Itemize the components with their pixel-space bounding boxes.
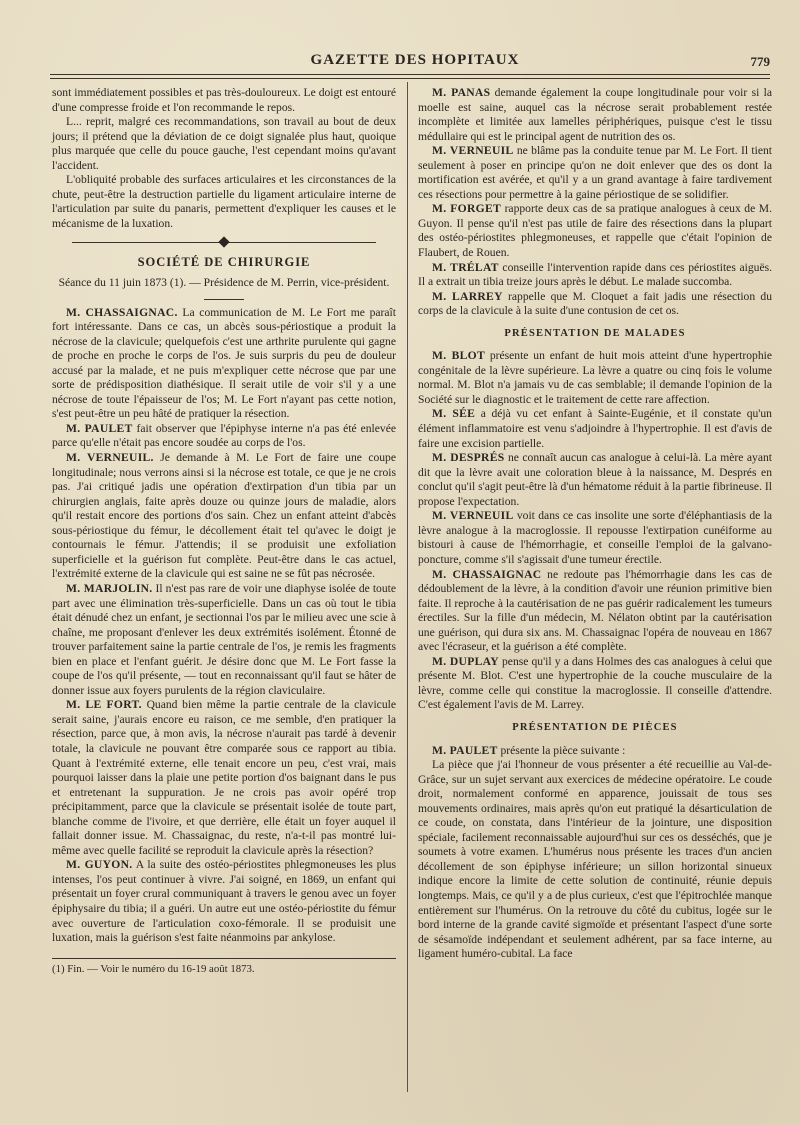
speech-paragraph [418, 86, 772, 144]
speaker-name: M. VERNEUIL [432, 509, 514, 523]
speech-paragraph [418, 290, 772, 319]
speech-text: pense qu'il y a dans Holmes des cas analogues à celui que présente M. Blot. C'est une hypertrophie de la couche musculaire de la lèvre, comme celle qui constitue la macroglossie. Il conseille d'attendre. C'est également l'avis de M. Larrey. [418, 654, 772, 712]
footnote-rule [52, 958, 396, 959]
speaker-name: M. FORGET [432, 202, 502, 216]
speech-paragraph [418, 349, 772, 407]
right-column [418, 86, 772, 962]
speech-text: a déjà vu cet enfant à Sainte-Eugénie, et il constate qu'un élément inflammatoire est venu s'adjoindre à l'hypertrophie. Il est d'avis de faire une excision partielle. [418, 407, 772, 450]
speech-paragraph [52, 858, 396, 945]
journal-title: GAZETTE DES HOPITAUX [310, 52, 520, 68]
speech-text: voit dans ce cas insolite une sorte d'éléphantiasis de la lèvre analogue à la macroglossie. Il repousse l'extirpation cunéiforme au bistouri à cause de l'hémorrhagie, et conseille l'emploi de la galvano-poncture, comme s'il s'agissait d'une tumeur érectile. [418, 509, 773, 566]
speech-paragraph [52, 698, 396, 858]
speaker-name: M. DESPRÉS [432, 451, 505, 465]
speech-paragraph [418, 261, 772, 290]
speech-text: conseille l'intervention rapide dans ces périostites aiguës. Il a extrait un tibia treize jours après le début. Le malade succomba. [418, 260, 772, 289]
speech-text: fait observer que l'épiphyse interne n'a pas été enlevée parce qu'elle n'était pas encore soudée au corps de l'os. [52, 421, 396, 450]
speech-text: ne redoute pas l'hémorrhagie dans les cas de dédoublement de la lèvre, à la condition d'avoir une réunion primitive bien faite. Il reproche à la cautérisation de ne pas guérir radicalement les tumeurs érectiles. Sur la fille d'un médecin, M. Nélaton obtint par la cautérisation une guérison, qui dura six ans. M. Chassaignac l'opéra de nouveau en 1867 avec l'écraseur, et la guérison a été complète. [418, 567, 773, 654]
left-column [52, 86, 396, 976]
speech-paragraph [418, 144, 772, 202]
speech-text: La communication de M. Le Fort me paraît fort intéressante. Dans ce cas, un abcès sous-périostique a produit la nécrose de la clavicule; quelquefois c'est une arthrite purulente qui gagne de proche en proche le corps de l'os. Je suis surpris du peu de douleur accusé par la malade, et ne puis m'expliquer cette nécrose que par une sorte de prédisposition diathésique. Il serait utile de voir s'il y a une nécrose de toute l'épaisseur de l'os; M. Le Fort n'ayant pas cette notion, s'est peut-être un peu hâté de pratiquer la résection. [52, 305, 396, 421]
speech-text: présente un enfant de huit mois atteint d'une hypertrophie congénitale de la lèvre supérieure. La lèvre a quatre ou cinq fois le volume normal. M. Blot n'a jamais vu de cas semblable; il demande l'opinion de la Société sur le diagnostic et le traitement de cette rare affection. [418, 349, 773, 406]
speaker-name: M. CHASSAIGNAC. [66, 305, 178, 319]
speaker-name: M. VERNEUIL [432, 144, 514, 158]
running-header [60, 52, 770, 72]
page-number: 779 [750, 54, 770, 69]
speech-text: présente la pièce suivante : [497, 743, 626, 757]
speech-paragraph [418, 744, 772, 759]
speaker-name: M. SÉE [432, 407, 476, 421]
small-rule [204, 299, 244, 300]
speech-paragraph [418, 509, 772, 567]
speaker-name: M. LARREY [432, 289, 503, 303]
speaker-name: M. CHASSAIGNAC [432, 567, 542, 581]
paragraph: La pièce que j'ai l'honneur de vous présenter a été recueillie au Val-de-Grâce, sur un sujet servant aux exercices de médecine opératoire. Le coude droit, normalement conformé en apparence, jouissait de tous ses mouvements ordinaires, mais après qu'on eut pratiqué la désarticulation de ce coude, on constata, dans l'intérieur de la jointure, une disposition spéciale, facilement reconnaissable aujourd'hui sur ces os desséchés, que je soumets à votre examen. L'humérus nous présente les traces d'un ancien décollement de son épiphyse inférieure; un sillon horizontal sinueux indique encore la limite de cette solution de continuité, réunie depuis longtemps. Mais, ce qu'il y a de plus curieux, c'est que l'épitrochlée manque entièrement sur l'humérus. On la retrouve du côté du cubitus, logée sur le bord interne de la grande cavité sigmoïde et présentant l'aspect d'une sorte de sésamoïde indépendant et seulement adhérent, par sa face interne, au ligament huméro-cubital. La face [418, 758, 772, 961]
section-ornament [52, 235, 396, 249]
column-divider [407, 82, 408, 1092]
footnote: (1) Fin. — Voir le numéro du 16-19 août 1873. [52, 962, 255, 975]
section-subtitle: PRÉSENTATION DE MALADES [504, 327, 686, 339]
header-rule [50, 74, 770, 75]
speaker-name: M. PANAS [432, 86, 491, 99]
speech-text: ne blâme pas la conduite tenue par M. Le Fort. Il tient seulement à poser en principe qu'on ne doit enlever que des os dont la mortification est avérée, et qu'il y a un grand avantage à faire tardivement ces résections pour permettre à la gaine périostique de se solidifier. [418, 144, 773, 201]
section-subtitle: PRÉSENTATION DE PIÈCES [512, 721, 678, 733]
speech-paragraph [418, 407, 772, 451]
header-rule-thin [50, 78, 770, 79]
speaker-name: M. BLOT [432, 349, 485, 363]
speech-paragraph [52, 451, 396, 582]
speaker-name: M. PAULET [432, 743, 498, 757]
session-line: Séance du 11 juin 1873 (1). — Présidence de M. Perrin, vice-président. [58, 276, 390, 290]
speaker-name: M. DUPLAY [432, 654, 499, 668]
speaker-name: M. GUYON. [66, 858, 133, 872]
speaker-name: M. PAULET [66, 421, 133, 435]
speech-text: rappelle que M. Cloquet a fait jadis une résection du corps de la clavicule à la suite d'une contusion de cet os. [418, 289, 772, 318]
ornament-diamond-icon [218, 237, 229, 248]
speech-paragraph [52, 582, 396, 698]
speaker-name: M. VERNEUIL. [66, 451, 154, 465]
speech-paragraph [418, 451, 772, 509]
speech-text: Je demande à M. Le Fort de faire une coupe longitudinale; nous verrons ainsi si la nécrose est totale, ce que je ne crois pas. J'ai critiqué jadis une opération d'extirpation d'un tibia par un chirurgien anglais, faite après douze ou quinze jours de maladie, alors qu'il restait encore des portions d'os sain. Chez un enfant atteint d'abcès sous-périostique du fémur, le décollement était tel qu'avec le doigt je contournais le fémur. J'attendis; il se produisit une exfoliation superficielle et la guérison fut complète. Peut-être dans le cas actuel, l'extrémité externe de la clavicule qui est saine ne se fût pas nécrosée. [52, 451, 397, 581]
speech-text: Il n'est pas rare de voir une diaphyse isolée de toute part avec une élimination très-superficielle. Dans un cas où tout le tibia était dénudé chez un enfant, je sectionnai l'os par le milieu avec une scie à chaîne, me proposant d'enlever les deux extrémités isolément. Étonné de trouver parfaitement saine la partie centrale de l'os, je remis les fragments bien en place et l'enfant guérit. Je désire donc que M. Le Fort fasse la coupe de l'os qu'il présente, — tout en reconnaissant qu'il faut se hâter de donner issue aux foyers purulents de la région claviculaire. [52, 581, 397, 697]
paragraph: sont immédiatement possibles et pas très-douloureux. Le doigt est entouré d'une compresse froide et l'on recommande le repos. [52, 86, 396, 114]
speech-text: demande également la coupe longitudinale pour voir si la moelle est saine, auquel cas la nécrose serait probablement restée incomplète et limitée aux lamelles périphériques, puisque c'est le tissu médullaire qui est le principal agent de nutrition des os. [418, 86, 772, 143]
speech-paragraph [418, 568, 772, 655]
speech-paragraph [52, 422, 396, 451]
speech-text: Quand bien même la partie centrale de la clavicule serait saine, j'aurais encore eu raison, ce me semble, d'en pratiquer la résection, parce que, à mon avis, la nécrose n'aurait pas tardé à devenir totale, la clavicule ne pouvant être comparée sous ce rapport au tibia. Quant à l'extrémité externe, elle tenait encore un peu, c'est vrai, mais pourquoi laisser dans la plaie une petite portion d'os baignant dans le pus et entretenant la suppuration. Je ne crois pas avoir opéré trop précipitamment, parce que la clavicule se présentait isolée de toute part, blanche comme de l'ivoire, et que derrière, elle était un foyer auquel il fallait donner issue. M. Chassaignac, du reste, n'a-t-il pas montré lui-même avec quelle facilité se reproduit la clavicule après la résection? [52, 698, 396, 857]
speech-paragraph [52, 306, 396, 422]
speech-paragraph [418, 202, 772, 260]
speech-paragraph [418, 655, 772, 713]
speaker-name: M. LE FORT. [66, 698, 142, 712]
speaker-name: M. MARJOLIN. [66, 581, 153, 595]
speech-text: A la suite des ostéo-périostites phlegmoneuses les plus intenses, l'os peut continuer à vivre. J'ai soigné, en 1869, un enfant qui présentait un foyer crural communiquant à travers le genou avec un foyer épiphysaire du tibia; il a guéri. Un autre eut une ostéo-périostite du fémur avec ouverture de l'articulation coxo-fémorale. Il se produisit une luxation, mais la guérison s'est faite néanmoins par ankylose. [52, 858, 396, 945]
section-title: SOCIÉTÉ DE CHIRURGIE [137, 255, 311, 270]
paragraph: L... reprit, malgré ces recommandations, son travail au bout de deux jours; il prétend que la déviation de ce doigt signalée plus haut, quoique plus marquée que celle du pouce gauche, l'est cependant moins qu'avant l'accident. [52, 115, 396, 172]
paragraph: L'obliquité probable des surfaces articulaires et les circonstances de la chute, peut-être la destruction partielle du ligament articulaire interne de l'articulation par suite du panaris, permettent d'expliquer les causes et le mécanisme de la luxation. [52, 173, 396, 230]
speech-text: ne connaît aucun cas analogue à celui-là. La mère ayant dit que la lèvre avait une coloration bleue à la naissance, M. Després en conclut qu'il s'agit peut-être là d'un hématome réduit à la partie fibrineuse. Il propose l'expectation. [418, 451, 772, 508]
speaker-name: M. TRÉLAT [432, 260, 499, 274]
speech-text: rapporte deux cas de sa pratique analogues à ceux de M. Guyon. Il pense qu'il n'est pas utile de faire des résections dans la plupart des ostéo-périostites phlegmoneuses, et rappelle que c'était l'opinion de Flaubert, de Rouen. [418, 202, 772, 260]
